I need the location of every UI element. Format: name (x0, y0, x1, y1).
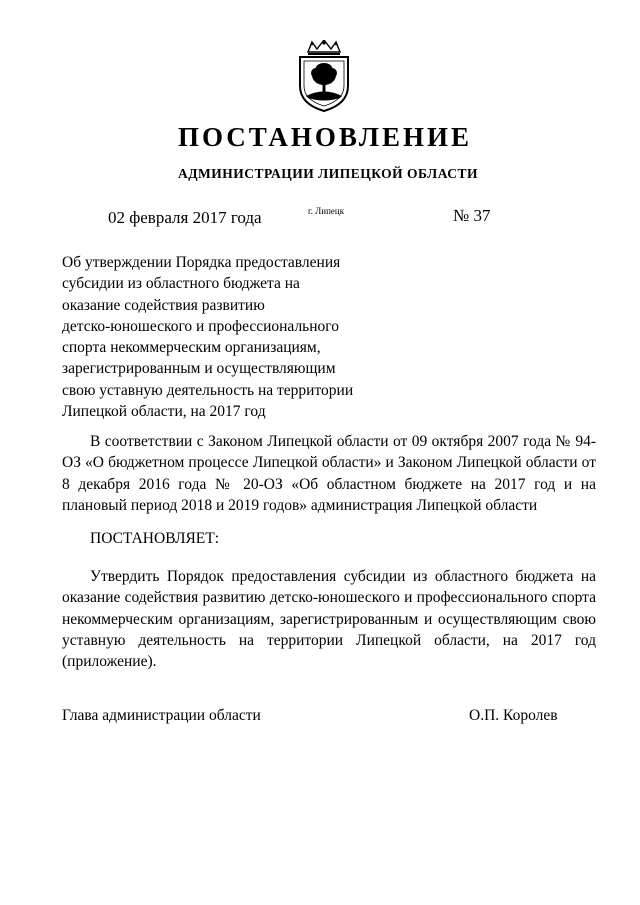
document-city: г. Липецк (308, 206, 345, 216)
signatory-name: О.П. Королев (469, 707, 558, 724)
subject-line: детско-юношеского и профессионального (62, 317, 340, 335)
subject-line: Об утверждении Порядка предоставления (62, 254, 341, 271)
resolves-heading: ПОСТАНОВЛЯЕТ: (90, 530, 220, 547)
subject-line: зарегистрированным и осуществляющим (62, 360, 336, 378)
signatory-position: Глава администрации области (62, 707, 261, 724)
document-title: ПОСТАНОВЛЕНИЕ (177, 122, 473, 152)
decision-paragraph: Утвердить Порядок предоставления субсидии из областного бюджета на оказание содействия развитию детско-юношеского и профессионального спорта некоммерческим организациям, зарегистрированным и осуществляющим свою уставную деятельность на территории Липецкой области, на 2017 год (приложение). (62, 568, 596, 671)
subject-line: оказание содействия развитию (62, 296, 265, 314)
lipetsk-coat-of-arms-icon (294, 40, 354, 112)
preamble-paragraph: В соответствии с Законом Липецкой области от 09 октября 2007 года № 94-ОЗ «О бюджетном процессе Липецкой области» и Законом Липецкой области от 8 декабря 2016 года № 20-ОЗ «Об областном бюджете на 2017 год и на плановый период 2018 и 2019 годов» администрация Липецкой области (62, 433, 596, 514)
subject-line: спорта некоммерческим организациям, (62, 339, 321, 357)
subject-line: свою уставную деятельность на территории (62, 381, 354, 399)
issuing-authority: АДМИНИСТРАЦИИ ЛИПЕЦКОЙ ОБЛАСТИ (177, 166, 479, 181)
document-date: 02 февраля 2017 года (108, 208, 262, 227)
subject-line: субсидии из областного бюджета на (62, 275, 300, 293)
document-subject (62, 252, 362, 422)
subject-line: Липецкой области, на 2017 год (62, 403, 266, 421)
document-number: № 37 (453, 206, 491, 225)
